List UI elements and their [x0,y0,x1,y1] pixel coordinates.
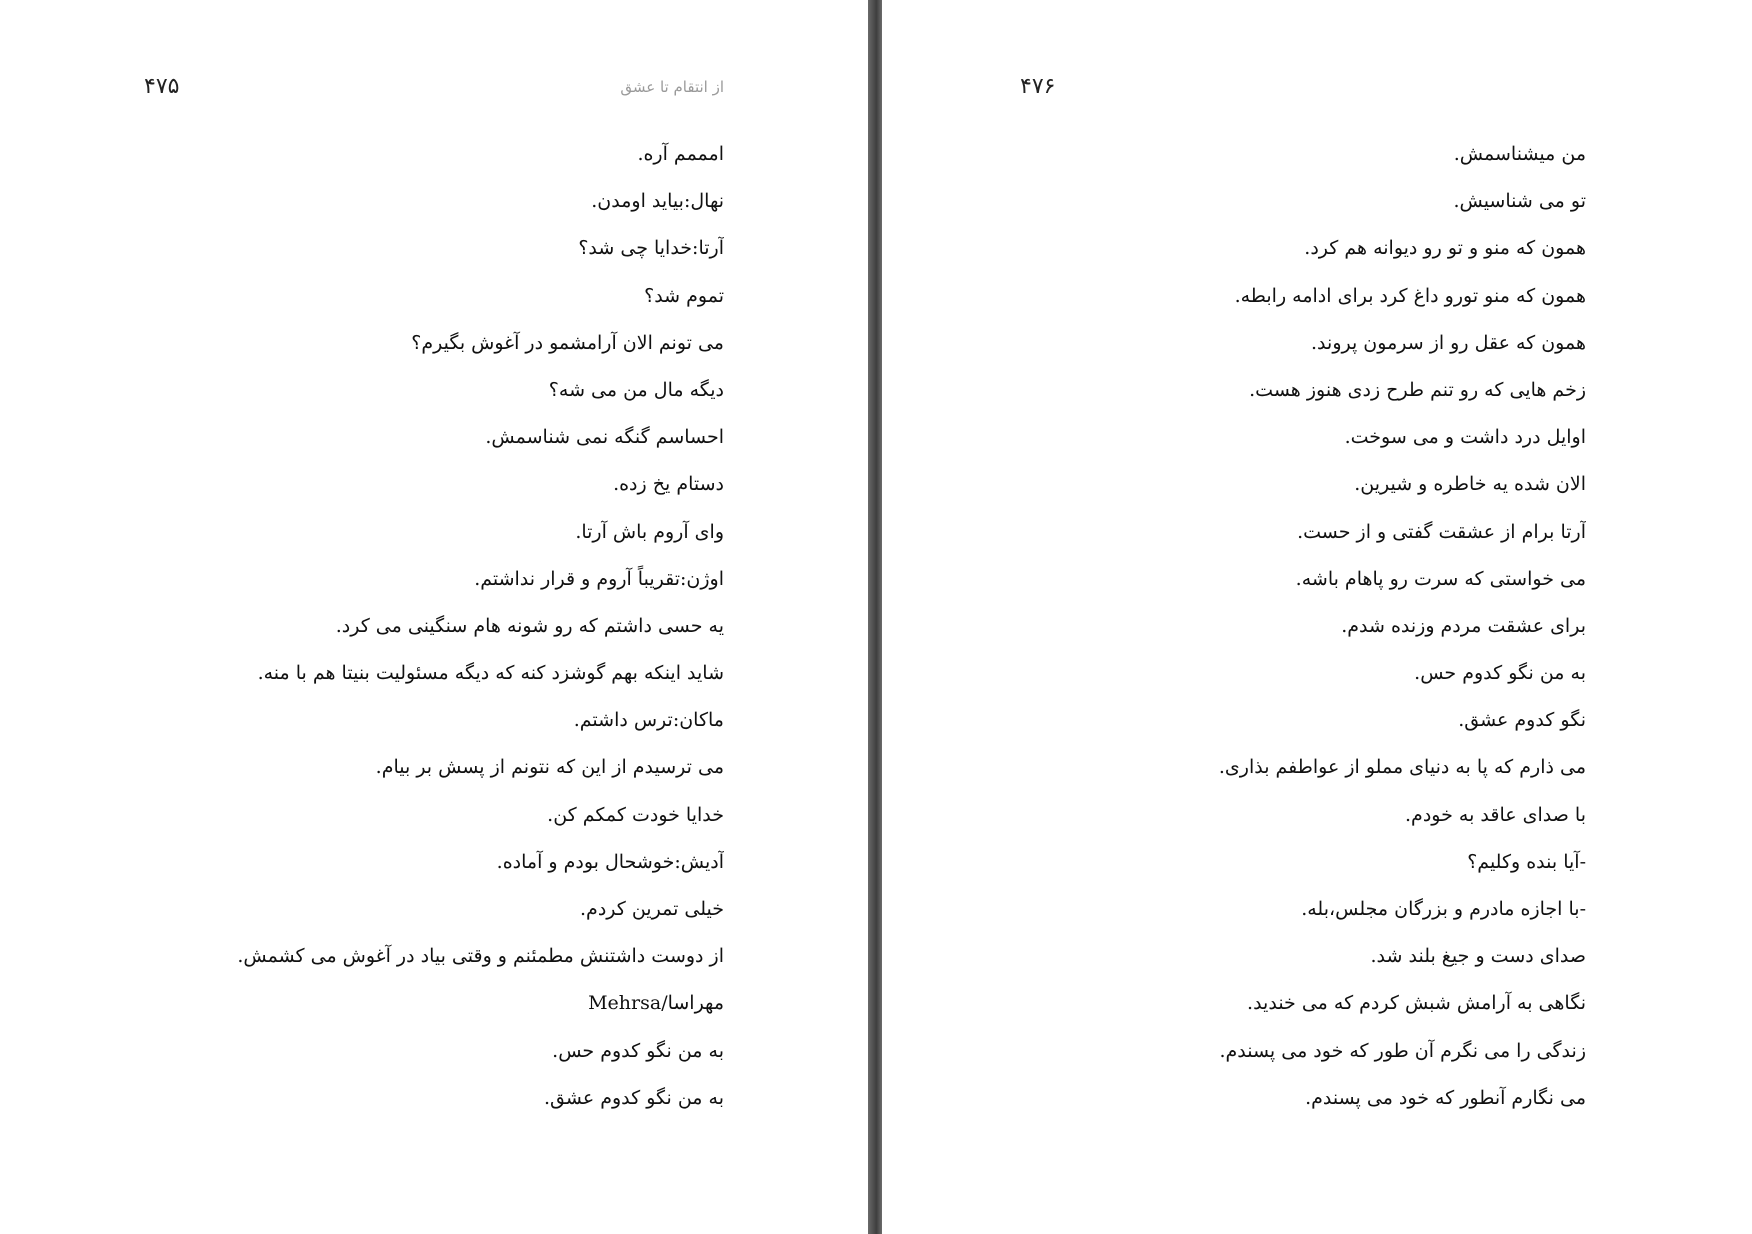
text-line: می تونم الان آرامشمو در آغوش بگیرم؟ [411,331,724,354]
text-line: می ترسیدم از این که نتونم از پسش بر بیام. [375,756,724,779]
text-line: به من نگو کدوم حس. [552,1039,724,1062]
text-line: می نگارم آنطور که خود می پسندم. [1305,1086,1586,1109]
right-page [882,0,1752,1234]
text-line: از دوست داشتنش مطمئنم و وقتی بیاد در آغوش می کشمش. [237,945,724,968]
left-page [0,0,868,1234]
text-line: زندگی را می نگرم آن طور که خود می پسندم. [1219,1039,1586,1062]
text-line: به من نگو کدوم عشق. [544,1086,724,1109]
text-line: -آیا بنده وکلیم؟ [1467,850,1586,873]
page-number: ۴۷۶ [1020,74,1056,99]
text-line: همون که منو و تو رو دیوانه هم کرد. [1304,237,1586,260]
text-line: خیلی تمرین کردم. [580,898,724,920]
text-line: احساسم گنگه نمی شناسمش. [485,426,724,449]
text-line: نگو کدوم عشق. [1458,709,1586,732]
text-line: با صدای عاقد به خودم. [1405,803,1586,826]
book-spine-gutter [868,0,882,1234]
text-line: نگاهی به آرامش شبش کردم که می خندید. [1247,992,1586,1015]
text-line: خدایا خودت کمکم کن. [547,803,724,826]
text-line: برای عشقت مردم وزنده شدم. [1341,614,1586,637]
page-number: ۴۷۵ [144,74,180,99]
text-line: امممم آره. [637,143,724,165]
text-line: تموم شد؟ [644,284,724,307]
text-line: -با اجازه مادرم و بزرگان مجلس،بله. [1301,898,1586,920]
text-line: زخم هایی که رو تنم طرح زدی هنوز هست. [1249,378,1586,401]
text-line: اوایل درد داشت و می سوخت. [1344,426,1586,449]
text-line: دستام یخ زده. [613,473,724,496]
author-signature: مهراسا/Mehrsa [588,992,724,1015]
text-line: همون که عقل رو از سرمون پروند. [1311,331,1586,354]
text-line: می ذارم که پا به دنیای مملو از عواطفم بذاری. [1218,756,1586,779]
text-line: یه حسی داشتم که رو شونه هام سنگینی می کرد. [335,614,724,637]
text-line: صدای دست و جیغ بلند شد. [1370,945,1586,968]
text-line: تو می شناسیش. [1453,190,1586,213]
text-line: دیگه مال من می شه؟ [548,378,724,401]
page-text [84,131,724,1122]
text-line: می خواستی که سرت رو پاهام باشه. [1295,567,1586,590]
text-line: نهال:بیاید اومدن. [591,190,724,213]
page-text [946,131,1586,1122]
running-header: از انتقام تا عشق [620,78,724,96]
text-line: الان شده یه خاطره و شیرین. [1354,473,1586,496]
text-line: من میشناسمش. [1453,143,1586,165]
text-line: اوژن:تقریباً آروم و قرار نداشتم. [474,567,724,590]
text-line: وای آروم باش آرتا. [575,520,724,543]
text-line: شاید اینکه بهم گوشزد کنه که دیگه مسئولیت بنیتا هم با منه. [257,662,724,685]
text-line: به من نگو کدوم حس. [1414,662,1586,685]
text-line: آرتا:خدایا چی شد؟ [578,237,724,260]
text-line: همون که منو تورو داغ کرد برای ادامه رابطه. [1234,284,1586,307]
text-line: آرتا برام از عشقت گفتی و از حست. [1297,520,1586,543]
text-line: آدیش:خوشحال بودم و آماده. [496,850,724,873]
text-line: ماکان:ترس داشتم. [573,709,724,732]
